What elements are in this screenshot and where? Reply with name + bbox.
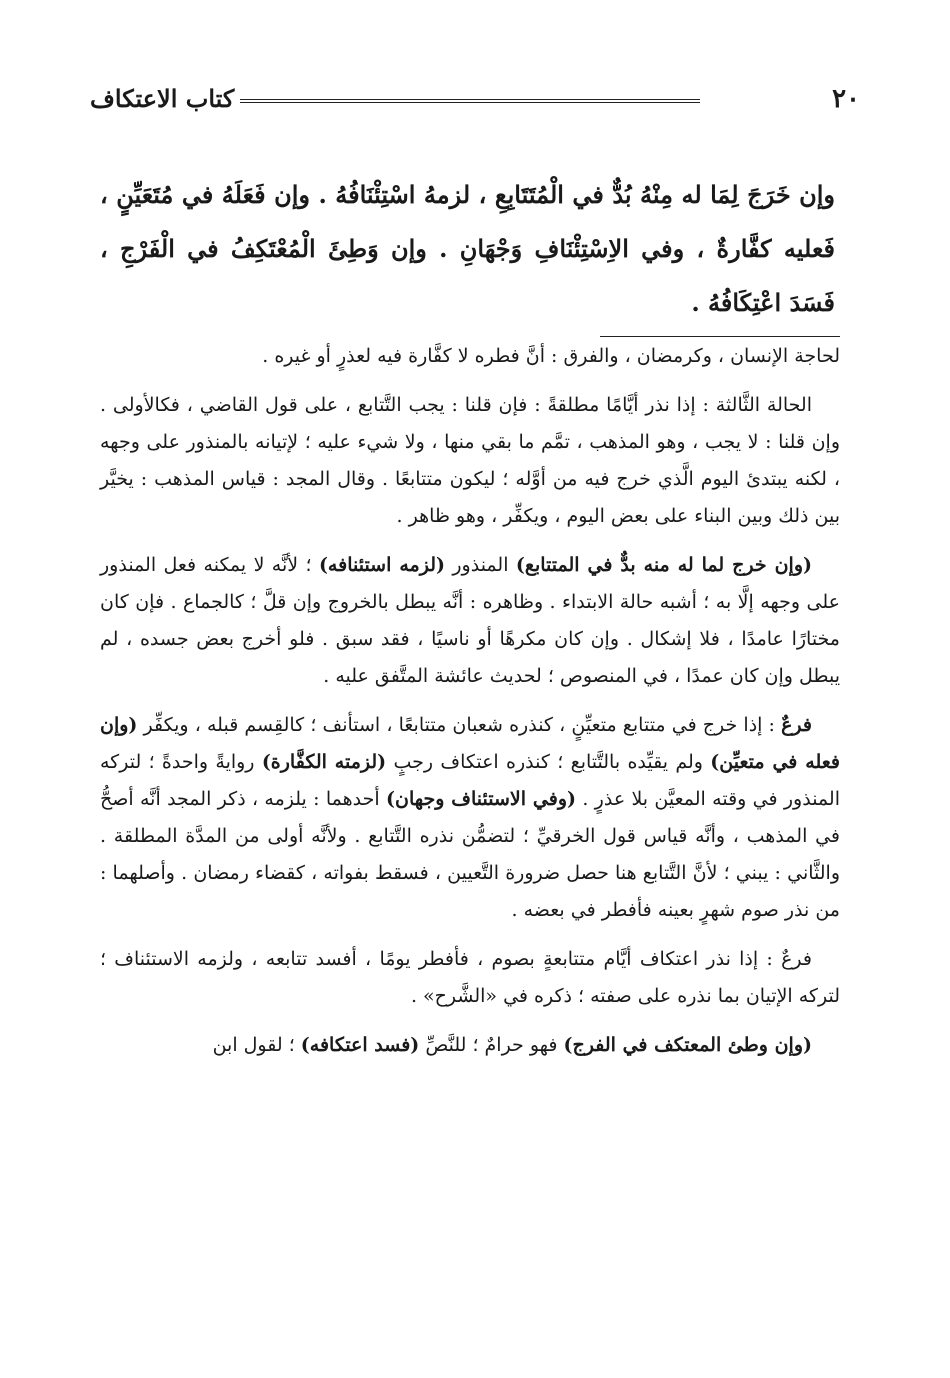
commentary: [100, 338, 840, 1076]
commentary-text: المنذور: [444, 554, 516, 576]
quoted-matn: (وفي الاستئناف وجهان): [386, 788, 576, 810]
commentary-paragraph-3: [100, 547, 840, 695]
quoted-matn: (وإن وطئ المعتكف في الفرج): [563, 1034, 812, 1056]
far-label: فرعٌ: [781, 714, 812, 736]
page-number: ٢٠: [832, 84, 860, 114]
commentary-paragraph-4: [100, 707, 840, 929]
header-rule: [240, 99, 700, 103]
commentary-paragraph-1: لحاجة الإنسان ، وكرمضان ، والفرق : أنَّ فطره لا كفَّارة فيه لعذرٍ أو غيره .: [262, 345, 840, 367]
quoted-matn: (لزمه استئنافه): [318, 554, 445, 576]
commentary-text: ؛ لقول ابن: [212, 1034, 301, 1056]
quoted-matn: (لزمته الكفَّارة): [261, 751, 387, 773]
footnote-separator: [600, 336, 840, 337]
commentary-paragraph-6: [100, 1027, 840, 1064]
running-header: [90, 84, 860, 124]
commentary-paragraph-5: فرعٌ : إذا نذر اعتكاف أيَّام متتابعةٍ بصوم ، فأفطر يومًا ، أفسد تتابعه ، ولزمه الاستئناف ؛ لتركه الإتيان بما نذره على صفته ؛ ذكره في «الشَّرح» .: [100, 948, 840, 1007]
commentary-paragraph-2: الحالة الثَّالثة : إذا نذر أيَّامًا مطلقةً : فإن قلنا : يجب التَّتابع ، على قول القاضي ، فكالأولى . وإن قلنا : لا يجب ، وهو المذهب ، تمَّم ما بقي منها ، ولا شيء عليه ؛ لإتيانه بالمنذور على وجهه ، لكنه يبتدئ اليوم الَّذي خرج فيه من أوَّله ؛ ليكون متتابعًا . وقال المجد : قياس المذهب : يخيَّر بين ذلك وبين البناء على بعض اليوم ، ويكفِّر ، وهو ظاهر .: [100, 394, 841, 527]
quoted-matn: (فسد اعتكافه): [300, 1034, 420, 1056]
commentary-text: : إذا خرج في متتابع متعيِّنٍ ، كنذره شعبان متتابعًا ، استأنف ؛ كالقِسم قبله ، ويكفِّر: [137, 714, 782, 736]
matn-text: وإن خَرَجَ لِمَا له مِنْهُ بُدٌّ في الْمُتَتَابِعِ ، لزمهُ اسْتِئْنَافُهُ . وإن فَعَلَهُ في مُتَعَيِّنٍ ، فَعليه كفَّارةٌ ، وفي الاِسْتِئْنَافِ وَجْهَانِ . وإن وَطِئَ الْمُعْتَكِفُ في الْفَرْجِ ، فَسَدَ اعْتِكَافُهُ .: [100, 180, 835, 317]
commentary-text: روايةً واحدةً ؛ لتركه المنذور في وقته المعيَّن بلا عذرٍ .: [100, 751, 840, 810]
commentary-text: أحدهما : يلزمه ، ذكر المجد أنَّه أصحُّ في المذهب ، وأنَّه قياس قول الخرقيِّ ؛ لتضمُّن نذره التَّتابع . ولأنَّه أولى من المدَّة المطلقة . والثَّاني : يبني ؛ لأنَّ التَّتابع هنا حصل ضرورة التَّعيين ، فسقط بفواته ، كقضاء رمضان . وأصلهما : من نذر صوم شهرٍ بعينه فأفطر في بعضه .: [100, 788, 840, 921]
quoted-matn: (وإن خرج لما له منه بدٌّ في المتتابع): [515, 554, 813, 576]
commentary-text: ؛ لأنَّه لا يمكنه فعل المنذور على وجهه إلَّا به ؛ أشبه حالة الابتداء . وظاهره : أنَّه يبطل بالخروج وإن قلَّ ؛ كالجماع . فإن كان مختارًا عامدًا ، فلا إشكال . وإن كان مكرهًا أو ناسيًا ، فقد سبق . فلو أخرج بعض جسده ، لم يبطل وإن كان عمدًا ، في المنصوص ؛ لحديث عائشة المتَّفق عليه .: [100, 554, 840, 687]
commentary-text: فهو حرامٌ ؛ للنَّصِّ: [419, 1034, 564, 1056]
commentary-text: ولم يقيِّده بالتَّتابع ؛ كنذره اعتكاف رجبٍ: [386, 751, 711, 773]
quoted-matn: (وإن فعله في متعيِّن): [100, 714, 840, 773]
book-title: كتاب الاعتكاف: [90, 84, 235, 113]
